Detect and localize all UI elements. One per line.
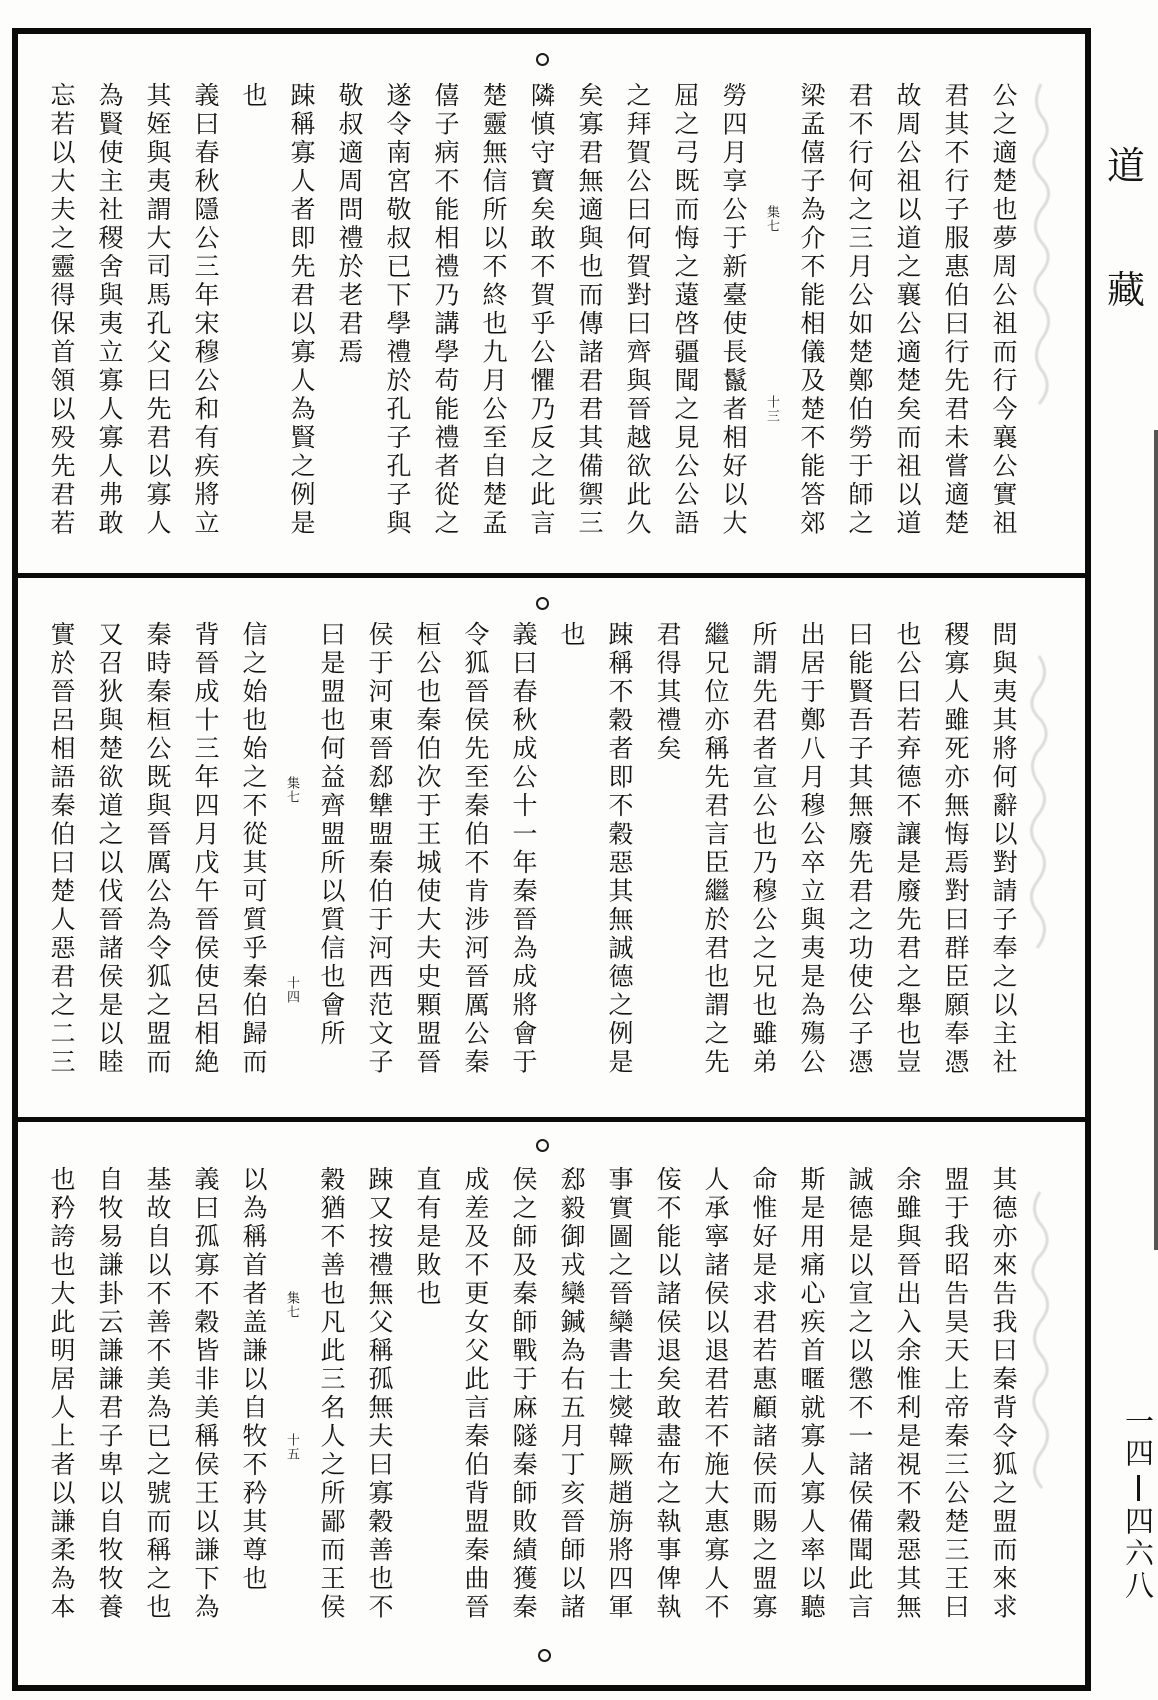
text-column: 稷寡人雖死亦無悔焉對曰群臣願奉憑 (941, 621, 970, 1077)
text-column: 其德亦來告我曰秦背令狐之盟而來求 (989, 1166, 1018, 1622)
text-column: 也 (557, 621, 586, 650)
text-column: 實於晉呂相語秦伯曰楚人惡君之二三 (47, 621, 76, 1077)
leaf-marker-lane (766, 82, 778, 573)
canon-title-label (1103, 146, 1149, 310)
text-column: 繼兄位亦稱先君言臣繼於君也謂之先 (701, 621, 730, 1077)
page-number (1118, 1406, 1158, 1602)
text-column: 君不行何之三月公如楚鄭伯勞于師之 (845, 82, 874, 538)
text-column: 郄毅御戎欒鍼為右五月丁亥晉師以諸 (557, 1166, 586, 1622)
text-column: 曰能賢吾子其無廢先君之功使公子憑 (845, 621, 874, 1077)
text-column: 矣寡君無適與也而傳諸君君其備禦三 (575, 82, 604, 538)
page-number-separator (1137, 1475, 1140, 1501)
text-column: 踈又按禮無父稱孤無夫曰寡穀善也不 (365, 1166, 394, 1622)
text-column: 君得其禮矣 (653, 621, 682, 764)
text-column: 踈稱不穀者即不穀惡其無誠德之例是 (605, 621, 634, 1077)
text-column: 義曰孤寡不穀皆非美稱侯王以謙下為 (191, 1166, 220, 1622)
text-column: 也矜誇也大此明居人上者以謙柔為本 (47, 1166, 76, 1622)
section-circle (536, 1139, 549, 1152)
leaf-marker-number: 十三 (764, 395, 779, 423)
leaf-marker-lane (286, 1166, 298, 1685)
text-column: 君其不行子服惠伯曰行先君未嘗適楚 (941, 82, 970, 538)
text-column: 出居于鄭八月穆公卒立與夷是為殤公 (797, 621, 826, 1077)
text-column: 楚靈無信所以不終也九月公至自楚孟 (479, 82, 508, 538)
text-column: 義曰春秋隱公三年宋穆公和有疾將立 (191, 82, 220, 538)
leaf-marker-title: 集七 (764, 205, 779, 233)
scan-edge-artifact (1154, 430, 1158, 1250)
text-column: 背晉成十三年四月戊午晉侯使呂相絶 (191, 621, 220, 1077)
text-column: 義曰春秋成公十一年秦晉為成將會于 (509, 621, 538, 1077)
bleed-through-marks (1023, 1182, 1057, 1602)
text-column: 曰是盟也何益齊盟所以質信也會所 (317, 621, 346, 1049)
leaf-marker-title: 集七 (284, 776, 299, 804)
text-column: 問與夷其將何辭以對請子奉之以主社 (989, 621, 1018, 1077)
leaf-marker-number: 十四 (284, 976, 299, 1004)
text-column: 侯之師及秦師戰于麻隧秦師敗績獲秦 (509, 1166, 538, 1622)
page-number-page: 四六八 (1121, 1506, 1155, 1602)
text-column: 命惟好是求君若惠顧諸侯而賜之盟寡 (749, 1166, 778, 1622)
text-column: 隣慎守寶矣敢不賀乎公懼乃反之此言 (527, 82, 556, 538)
text-column: 所謂先君者宣公也乃穆公之兄也雖弟 (749, 621, 778, 1077)
text-column: 勞四月享公于新臺使長鬣者相好以大 (719, 82, 748, 538)
leaf-marker-number: 十五 (284, 1433, 299, 1461)
text-column: 自牧易謙卦云謙謙君子卑以自牧牧養 (95, 1166, 124, 1622)
text-column: 侯于河東晉郄犨盟秦伯于河西范文子 (365, 621, 394, 1077)
text-column: 余雖與晉出入余惟利是視不穀惡其無 (893, 1166, 922, 1622)
text-column: 令狐晉侯先至秦伯不肯涉河晉厲公秦 (461, 621, 490, 1077)
text-column: 其姪與夷謂大司馬孔父曰先君以寡人 (143, 82, 172, 538)
text-column: 基故自以不善不美為已之號而稱之也 (143, 1166, 172, 1622)
text-column: 誠德是以宣之以懲不一諸侯備聞此言 (845, 1166, 874, 1622)
text-column: 人承寧諸侯以退君若不施大惠寡人不 (701, 1166, 730, 1622)
leaf-marker-lane (286, 621, 298, 1117)
text-column: 遂令南宮敬叔已下學禮於孔子孔子與 (383, 82, 412, 538)
woodblock-frame (12, 28, 1091, 1691)
text-column: 事實圖之晉欒書士爕韓厥趙旃將四軍 (605, 1166, 634, 1622)
register-middle (18, 578, 1085, 1117)
page-number-volume: 一四 (1121, 1406, 1155, 1470)
text-column: 故周公祖以道之襄公適楚矣而祖以道 (893, 82, 922, 538)
text-column: 直有是敗也 (413, 1166, 442, 1309)
text-column: 盟于我昭告昊天上帝秦三公楚三王曰 (941, 1166, 970, 1622)
text-column: 信之始也始之不從其可質乎秦伯歸而 (239, 621, 268, 1077)
section-circle (538, 1649, 551, 1662)
section-circle (536, 53, 549, 66)
text-column: 敬叔適周問禮於老君焉 (335, 82, 364, 367)
text-column: 秦時秦桓公既與晉厲公為令狐之盟而 (143, 621, 172, 1077)
canon-char-dao: 道 (1106, 144, 1145, 188)
text-column: 侫不能以諸侯退矣敢盡布之執事俾執 (653, 1166, 682, 1622)
text-column: 為賢使主社稷舍與夷立寡人寡人弗敢 (95, 82, 124, 538)
text-column: 成差及不更女父此言秦伯背盟秦曲晉 (461, 1166, 490, 1622)
canon-char-zang: 藏 (1106, 268, 1145, 312)
text-column: 以為稱首者盖謙以自牧不矜其尊也 (239, 1166, 268, 1594)
text-column: 桓公也秦伯次于王城使大夫史顆盟晉 (413, 621, 442, 1077)
section-circle (536, 597, 549, 610)
text-column: 斯是用痛心疾首暱就寡人寡人率以聽 (797, 1166, 826, 1622)
text-column: 屈之弓既而悔之薳啓疆聞之見公公語 (671, 82, 700, 538)
register-top (18, 34, 1085, 573)
text-column: 公之適楚也夢周公祖而行今襄公實祖 (989, 82, 1018, 538)
text-column: 忘若以大夫之靈得保首領以殁先君若 (47, 82, 76, 538)
text-column: 也 (239, 82, 268, 111)
leaf-marker-title: 集七 (284, 1291, 299, 1319)
text-column: 穀猶不善也凡此三名人之所鄙而王侯 (317, 1166, 346, 1622)
bleed-through-marks (1023, 74, 1057, 474)
text-column: 踈稱寡人者即先君以寡人為賢之例是 (287, 82, 316, 538)
text-column: 僖子病不能相禮乃講學苟能禮者從之 (431, 82, 460, 538)
text-column: 之拜賀公曰何賀對曰齊與晉越欲此久 (623, 82, 652, 538)
text-column: 梁孟僖子為介不能相儀及楚不能答郊 (797, 82, 826, 538)
register-bottom (18, 1122, 1085, 1685)
text-column: 也公曰若弃德不讓是廢先君之舉也豈 (893, 621, 922, 1077)
bleed-through-marks (1023, 648, 1057, 1028)
text-column: 又召狄與楚欲道之以伐晉諸侯是以睦 (95, 621, 124, 1077)
